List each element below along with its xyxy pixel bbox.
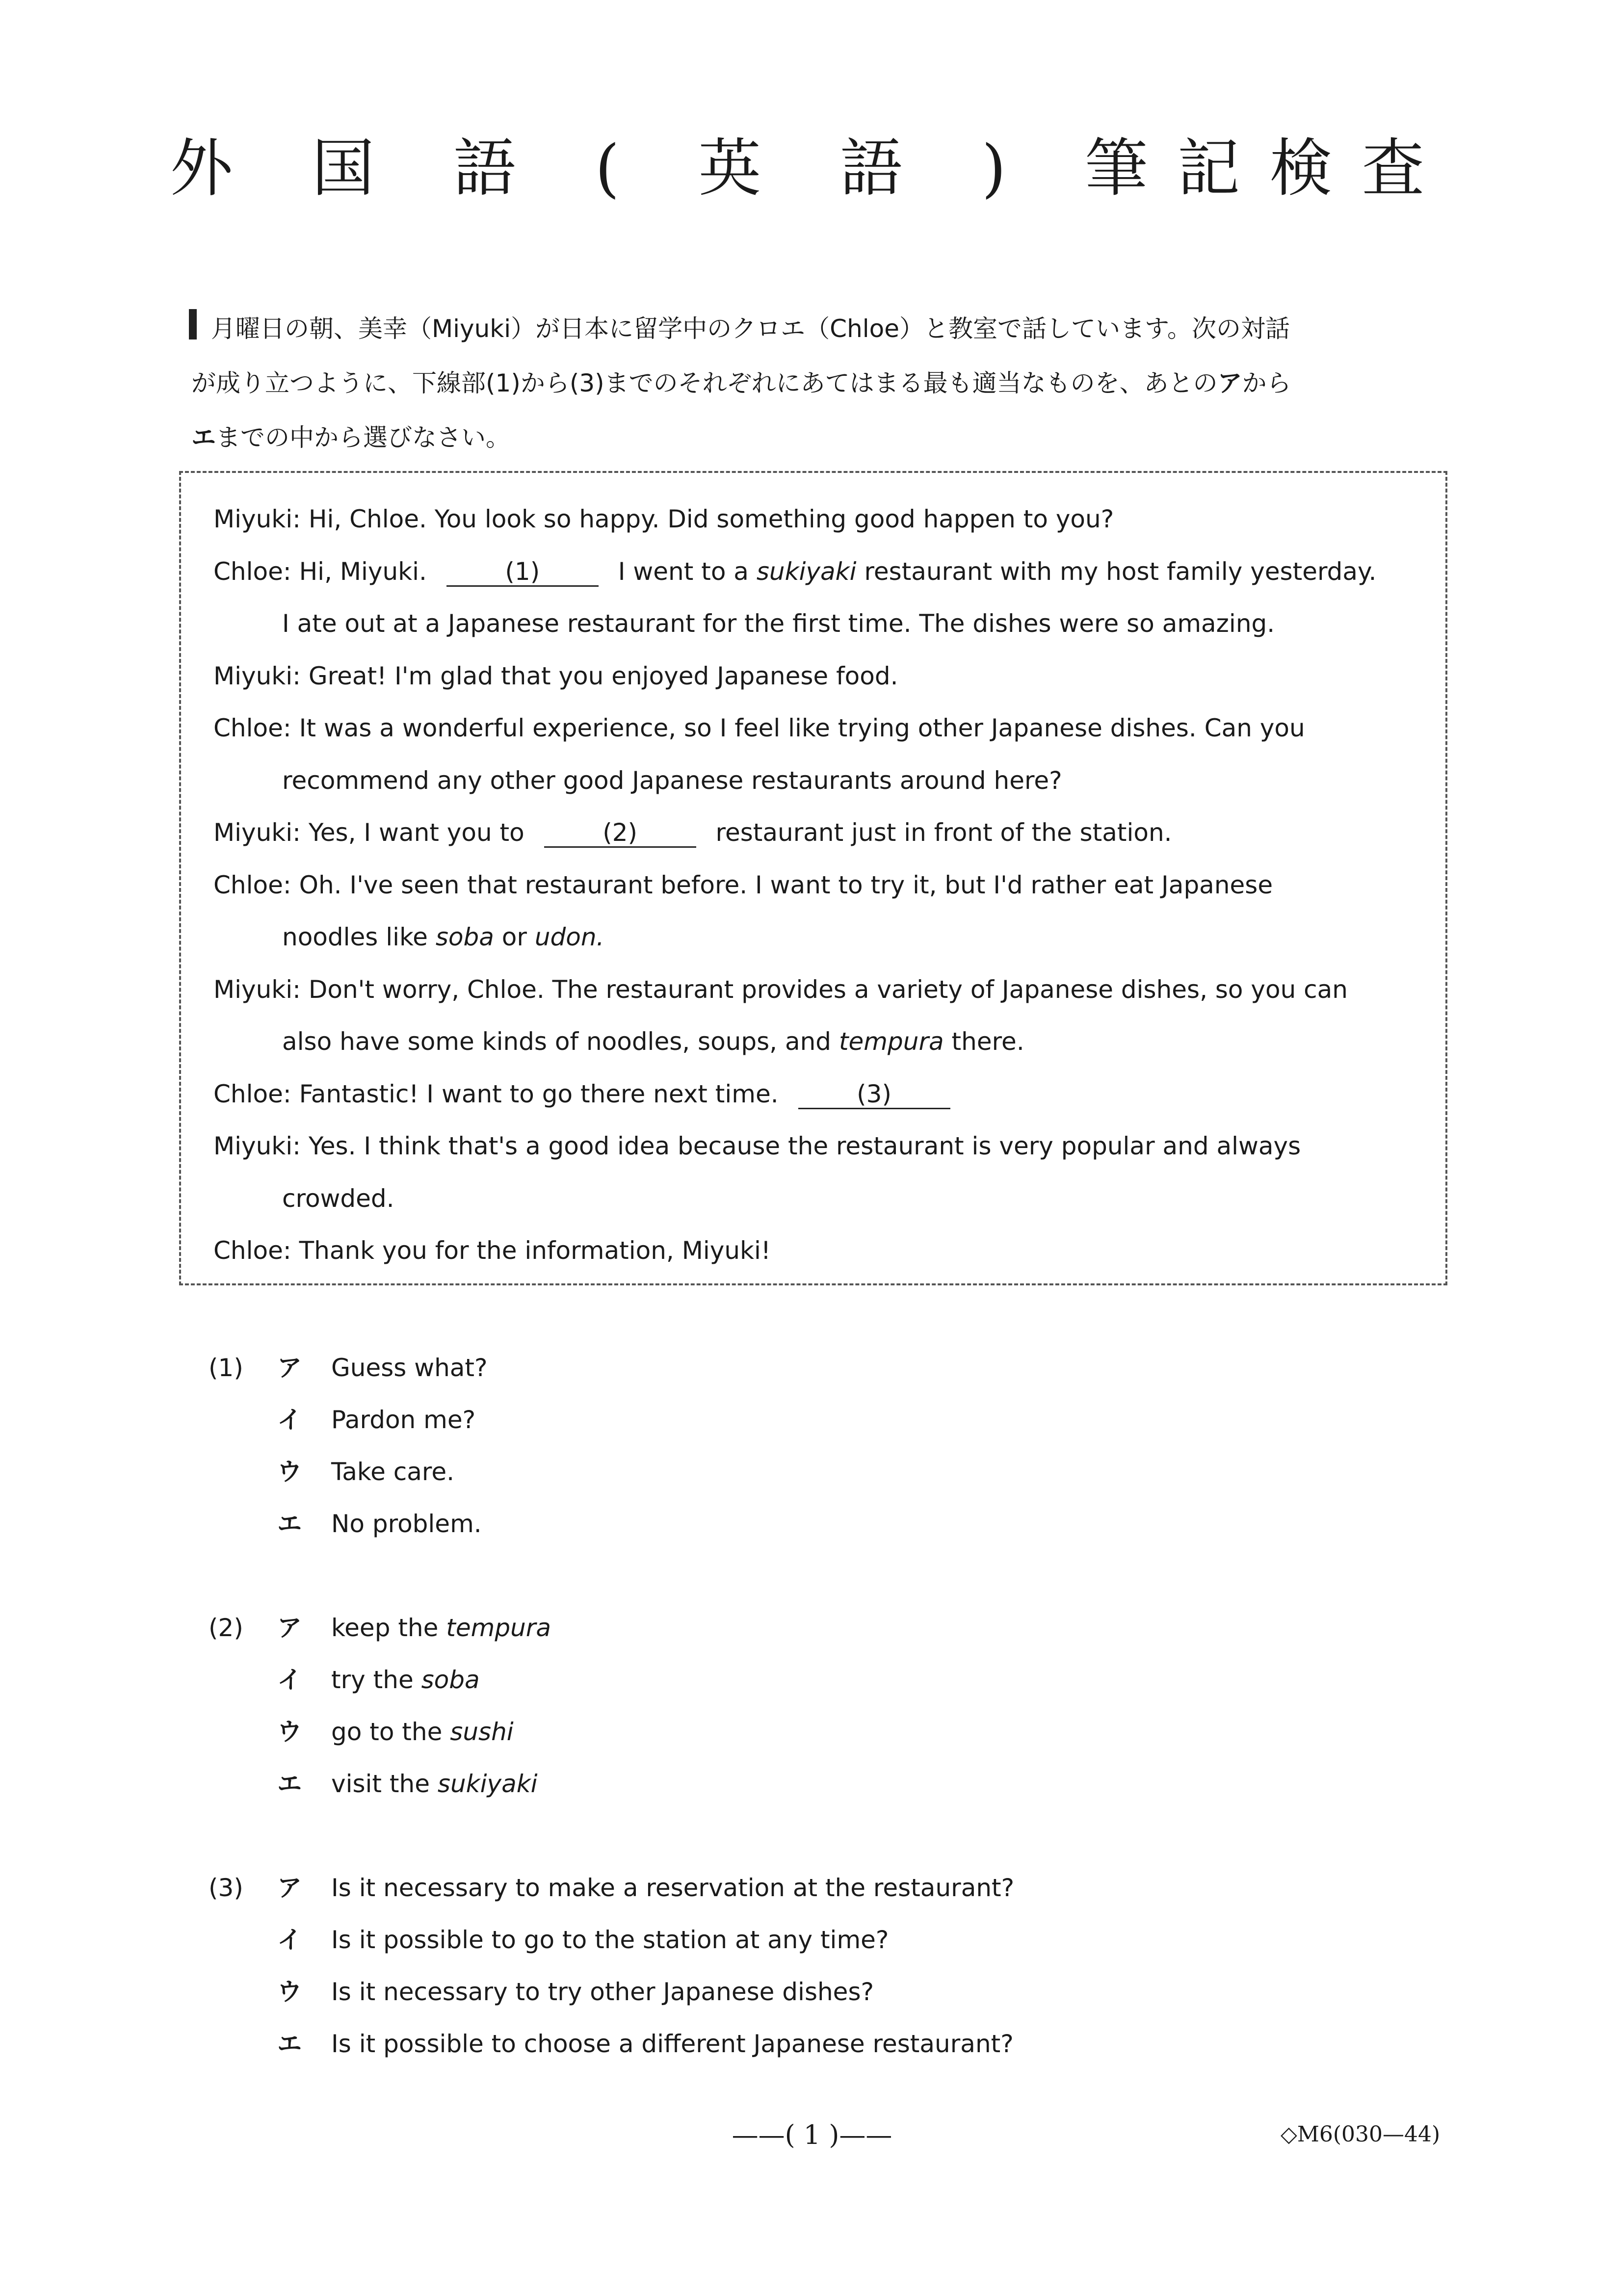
option-text: Take care. [331,1458,454,1486]
option-text: Guess what? [331,1354,488,1382]
blank-1: (1) [446,558,599,587]
dialogue-line: Miyuki: Don't worry, Chloe. The restaurant provides a variety of Japanese dishes, so you can [213,975,1348,1004]
option-text: Is it possible to go to the station at any time? [331,1926,889,1954]
page-title: 外 国 語 ( 英 語 ) 筆記検査 [170,132,1454,205]
option-row [209,1342,1386,1394]
instruction-line-3: エまでの中から選びなさい。 [191,423,510,452]
exam-code: ◇M6(030—44) [1281,2122,1441,2147]
dialogue-line: Chloe: Hi, Miyuki. (1) I went to a sukiyaki restaurant with my host family yesterday. [213,557,1377,586]
dialogue-line: crowded. [282,1184,394,1213]
dialogue-line: noodles like soba or udon. [282,923,604,951]
option-row [209,1498,1386,1550]
option-text: go to the sushi [331,1718,514,1746]
dialogue-line: I ate out at a Japanese restaurant for the first time. The dishes were so amazing. [282,609,1275,638]
question-3 [209,1862,1386,2070]
option-text: No problem. [331,1510,482,1538]
question-1 [209,1342,1386,1550]
option-label: ウ [277,1978,302,2006]
dialogue-line: Miyuki: Yes. I think that's a good idea because the restaurant is very popular and always [213,1132,1301,1160]
option-text: try the soba [331,1666,480,1694]
option-label: ア [277,1614,302,1642]
option-label: イ [277,1666,302,1694]
dialogue-line: Miyuki: Hi, Chloe. You look so happy. Did something good happen to you? [213,505,1114,533]
option-row [209,1706,1386,1758]
blank-2: (2) [544,819,696,848]
question-number: (3) [209,1874,243,1902]
instruction-text [191,302,1467,465]
instruction-line-2: が成り立つように、下線部(1)から(3)までのそれぞれにあてはまる最も適当なものを、あとのアから [191,369,1291,397]
option-row [209,2018,1386,2070]
option-label: ウ [277,1458,302,1486]
option-row [209,1862,1386,1914]
instruction-line-1: 月曜日の朝、美幸（Miyuki）が日本に留学中のクロエ（Chloe）と教室で話しています。次の対話 [211,314,1290,343]
option-row [209,1602,1386,1654]
option-row [209,1394,1386,1446]
question-number: (1) [209,1354,243,1382]
option-label: ウ [277,1718,302,1746]
option-text: Pardon me? [331,1406,476,1434]
option-label: エ [277,2030,302,2058]
option-label: イ [277,1926,302,1954]
option-text: keep the tempura [331,1614,551,1642]
page-number: ——( 1 )—— [732,2119,892,2150]
option-label: ア [277,1874,302,1902]
option-text: visit the sukiyaki [331,1770,538,1798]
option-row [209,1654,1386,1706]
dialogue-line: also have some kinds of noodles, soups, and tempura there. [282,1027,1024,1056]
option-row [209,1966,1386,2018]
option-label: ア [277,1354,302,1382]
dialogue [213,493,1415,1277]
option-text: Is it possible to choose a different Japanese restaurant? [331,2030,1014,2058]
option-label: エ [277,1770,302,1798]
dialogue-line: recommend any other good Japanese restaurants around here? [282,766,1062,795]
option-text: Is it necessary to make a reservation at the restaurant? [331,1874,1015,1902]
option-row [209,1758,1386,1810]
dialogue-line: Chloe: Thank you for the information, Miyuki! [213,1236,771,1265]
option-row [209,1446,1386,1498]
option-label: エ [277,1510,302,1538]
question-number: (2) [209,1614,243,1642]
dialogue-line: Chloe: Oh. I've seen that restaurant before. I want to try it, but I'd rather eat Japanese [213,870,1273,899]
question-2 [209,1602,1386,1810]
blank-3: (3) [798,1080,950,1109]
dialogue-line: Miyuki: Great! I'm glad that you enjoyed Japanese food. [213,661,898,690]
dialogue-line: Miyuki: Yes, I want you to (2) restaurant just in front of the station. [213,818,1172,847]
section-marker [189,309,197,339]
dialogue-line: Chloe: It was a wonderful experience, so I feel like trying other Japanese dishes. Can you [213,714,1305,742]
option-text: Is it necessary to try other Japanese dishes? [331,1978,874,2006]
dialogue-line: Chloe: Fantastic! I want to go there next time. (3) [213,1068,1415,1121]
option-row [209,1914,1386,1966]
option-label: イ [277,1406,302,1434]
